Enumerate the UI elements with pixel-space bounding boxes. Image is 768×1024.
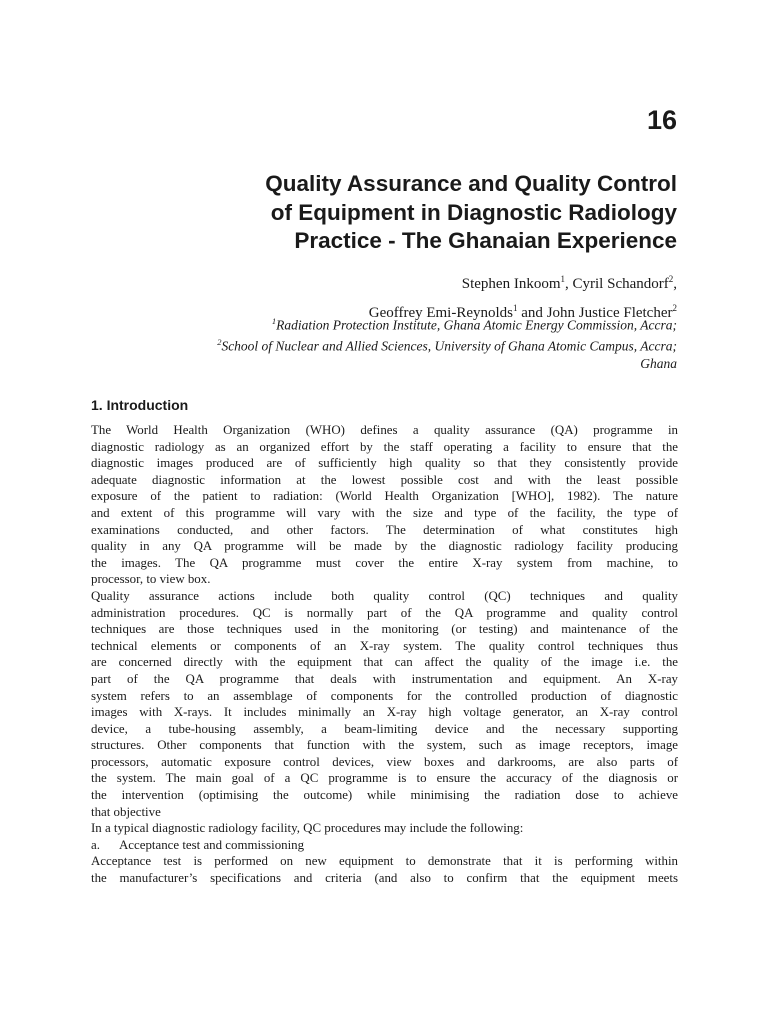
author-name: John Justice Fletcher <box>546 305 673 321</box>
body-line: part of the QA programme that deals with instrumentation and equipment. An X-ray <box>91 671 678 686</box>
title-line: Practice - The Ghanaian Experience <box>294 228 677 253</box>
affiliation-text: Radiation Protection Institute, Ghana Atomic Energy Commission, Accra; <box>276 317 677 333</box>
body-line: technical elements or components of an X-ray system. The quality control techniques thus <box>91 638 678 653</box>
list-item <box>91 837 678 854</box>
affiliation-line: Ghana <box>640 356 677 371</box>
body-line: examinations conducted, and other factors. The determination of what constitutes high <box>91 522 678 537</box>
body-line: exposure of the patient to radiation: (World Health Organization [WHO], 1982). The nature <box>91 489 678 504</box>
author-name: Stephen Inkoom <box>461 276 561 292</box>
author-separator: , <box>673 276 677 292</box>
list-marker: a. <box>91 837 100 852</box>
author-name: Cyril Schandorf <box>572 276 669 292</box>
body-line: processors, automatic exposure control devices, view boxes and darkrooms, are also parts of <box>91 754 678 769</box>
body-line: and extent of this programme will vary with the size and type of the facility, the type of <box>91 505 678 520</box>
body-line: Acceptance test is performed on new equipment to demonstrate that it is performing within <box>91 854 678 869</box>
body-line: the images. The QA programme must cover the entire X-ray system from machine, to <box>91 555 678 570</box>
affiliation-marker: 1 <box>271 316 277 326</box>
affiliation-line <box>77 334 677 355</box>
affiliation-marker: 2 <box>668 274 674 284</box>
chapter-title <box>157 170 677 256</box>
body-line: that objective <box>91 804 161 819</box>
author-name: Geoffrey Emi-Reynolds <box>368 305 514 321</box>
body-line: diagnostic radiology as an organized effort by the staff operating a facility to ensure that the <box>91 439 678 454</box>
author-line <box>117 267 677 296</box>
body-line: the system. The main goal of a QC programme is to ensure the accuracy of the diagnosis or <box>91 771 678 786</box>
author-separator: and <box>517 305 547 321</box>
body-line: processor, to view box. <box>91 572 211 587</box>
author-separator: , <box>565 276 573 292</box>
body-line: quality in any QA programme will be made by the diagnostic radiology facility producing <box>91 539 678 554</box>
body-line: In a typical diagnostic radiology facility, QC procedures may include the following: <box>91 821 524 836</box>
title-line: of Equipment in Diagnostic Radiology <box>270 199 677 225</box>
affiliation-marker: 2 <box>217 337 222 347</box>
body-text <box>91 422 678 887</box>
body-line: images with X-rays. It includes minimally an X-ray high voltage generator, an X-ray control <box>91 705 678 720</box>
affiliation-marker: 2 <box>672 303 677 313</box>
affiliation-marker: 1 <box>560 274 566 284</box>
chapter-number: 16 <box>646 105 677 135</box>
affiliation-line <box>77 313 677 334</box>
affiliation-text: School of Nuclear and Allied Sciences, University of Ghana Atomic Campus, Accra; <box>221 338 677 354</box>
body-line: adequate diagnostic information at the lowest possible cost and with the least possible <box>91 472 678 487</box>
body-line: are concerned directly with the equipment that can affect the quality of the image i.e. the <box>91 655 678 670</box>
body-line: system refers to an assemblage of components for the controlled production of diagnostic <box>91 688 678 703</box>
affiliation-marker: 1 <box>513 303 518 313</box>
body-line: techniques are those techniques used in the monitoring (or testing) and maintenance of the <box>91 622 678 637</box>
body-line: structures. Other components that function with the system, such as image receptors, image <box>91 738 678 753</box>
body-line: the manufacturer’s specifications and criteria (and also to confirm that the equipment meets <box>91 871 678 886</box>
body-line: administration procedures. QC is normally part of the QA programme and quality control <box>91 605 678 620</box>
body-line: Quality assurance actions include both quality control (QC) techniques and quality <box>91 588 678 603</box>
section-heading: 1. Introduction <box>91 397 189 413</box>
body-line: diagnostic images produced are of sufficiently high quality so that they consistently provide <box>91 456 678 471</box>
affiliation-list <box>77 313 677 373</box>
body-line: The World Health Organization (WHO) defines a quality assurance (QA) programme in <box>91 423 678 437</box>
title-line: Quality Assurance and Quality Control <box>265 171 677 196</box>
body-line: device, a tube-housing assembly, a beam-limiting device and the necessary supporting <box>91 721 678 736</box>
list-item-text: Acceptance test and commissioning <box>119 837 305 852</box>
body-line: the intervention (optimising the outcome) while minimising the radiation dose to achieve <box>91 788 678 803</box>
